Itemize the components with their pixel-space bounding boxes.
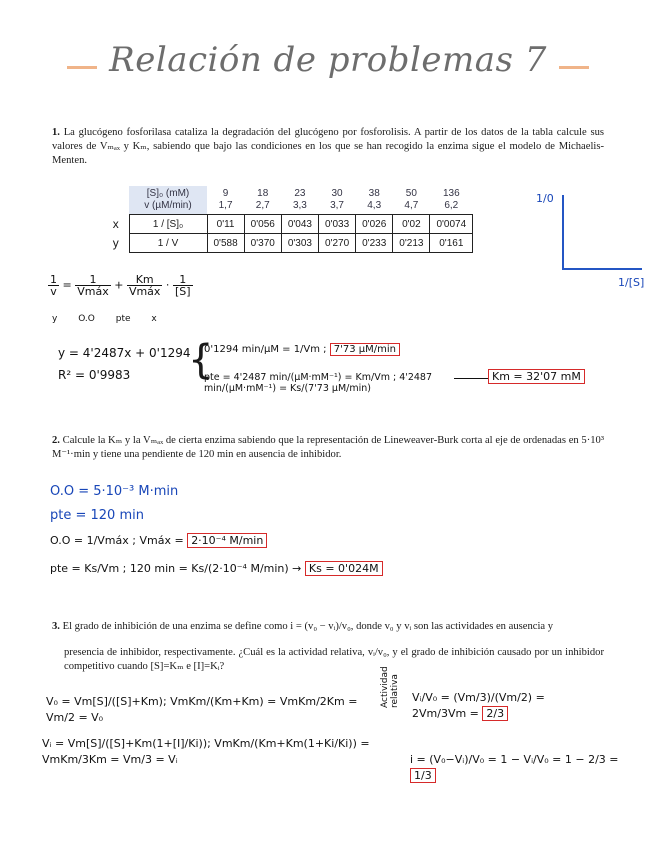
table-cell: 9 1,7 [207,186,244,215]
problem-3-number: 3. [52,621,60,632]
graph-x-label: 1/[S] [618,276,645,289]
table-cell: 38 4,3 [356,186,393,215]
problem-3-statement [52,620,604,634]
graph-y-axis [562,195,564,270]
table-header-row [103,186,473,215]
regression-equation: y = 4'2487x + 0'1294 [58,346,191,360]
table-cell: 0'270 [318,234,355,253]
problem-1-number: 1. [52,127,60,138]
p2-vmax-box: 2·10⁻⁴ M/min [187,533,267,548]
table-cell: 0'026 [356,215,393,234]
title-text: Relación de problemas 7 [109,40,547,80]
row-marker: x [112,217,119,231]
problem-2-number: 2. [52,435,60,446]
relative-activity-box: 2/3 [482,706,508,721]
problem-1-text: La glucógeno fosforilasa cataliza la degradación del glucógeno por fosforolisis. A partir de los datos de la tabla calcule sus valores de Vₘₐₓ y Kₘ, sabiendo que bajo las condiciones en los que se han recogido la enzima sigue el modelo de Michaelis-Menten. [52,127,604,166]
table-header-label: [S]₀ (mM) v (µM/min) [129,186,207,215]
table-cell: 23 3,3 [281,186,318,215]
pte-line: pte = 4'2487 min/(µM·mM⁻¹) = Km/Vm ; 4'2487 min/(µM·mM⁻¹) = Ks/(7'73 µM/min) [204,372,433,394]
p2-pte: pte = 120 min [50,508,144,523]
table-cell: 30 3,7 [318,186,355,215]
table-cell: 18 2,7 [244,186,281,215]
p2-pte-eq: pte = Ks/Vm ; 120 min = Ks/(2·10⁻⁴ M/min) → Ks = 0'024M [50,562,383,575]
lb-equation: $\frac{1}{v}$ = $\frac{1}{\text{Vmáx}}$ + $\frac{Km}{\text{Vmáx}}$ · $\frac{1}{[S]}$ [50,273,191,298]
table-cell: 0'370 [244,234,281,253]
oo-line: 0'1294 min/µM = 1/Vm ; 7'73 µM/min [204,344,400,355]
table-cell: 50 4,7 [393,186,430,215]
lb-underbraces: y O.O pte x [52,314,157,324]
data-table-wrap [103,186,473,253]
table-row-y [103,234,473,253]
table-cell: 0'11 [207,215,244,234]
table-cell: 0'033 [318,215,355,234]
p2-oo: O.O = 5·10⁻³ M·min [50,484,179,499]
row-label: 1 / [S]₀ [129,215,207,234]
relative-activity-label: Actividad relativa [380,666,400,708]
arrow-line [454,378,488,379]
graph-x-axis [562,268,642,270]
problem-3-text-b: presencia de inhibidor, respectivamente. ¿Cuál es la actividad relativa, vᵢ/v₀, y el grado de inhibición causado por un inhibidor competitivo cuando [S]=Kₘ e [I]=Kᵢ? [64,647,604,672]
data-table [103,186,473,253]
km-result [488,370,585,383]
row-marker: y [112,236,119,250]
table-row-x [103,215,473,234]
table-cell: 0'056 [244,215,281,234]
graph-y-label: 1/0 [536,192,554,205]
table-cell: 0'303 [281,234,318,253]
title-decoration-left [67,66,97,69]
title-decoration-right [559,66,589,69]
problem-2-text: Calcule la Kₘ y la Vₘₐₓ de cierta enzima sabiendo que la representación de Lineweaver-Burk corta al eje de ordenadas en 5·10³ M⁻¹·min y tiene una pendiente de 120 min en ausencia de inhibidor. [52,435,604,460]
problem-1-statement [52,126,604,168]
table-cell: 0'161 [430,234,473,253]
problem-2-statement [52,434,604,462]
table-cell: 0'588 [207,234,244,253]
table-cell: 0'213 [393,234,430,253]
vi-equation: Vᵢ = Vm[S]/([S]+Km(1+[I]/Ki)); VmKm/(Km+Km(1+Ki/Ki)) = VmKm/3Km = Vm/3 = Vᵢ [42,737,370,766]
table-cell: 136 6,2 [430,186,473,215]
table-cell: 0'02 [393,215,430,234]
table-cell: 0'233 [356,234,393,253]
table-cell: 0'043 [281,215,318,234]
row-label: 1 / V [129,234,207,253]
p2-ks-box: Ks = 0'024M [305,561,383,576]
v0-equation: V₀ = Vm[S]/([S]+Km); VmKm/(Km+Km) = VmKm/2Km = Vm/2 = V₀ [46,695,358,724]
km-result-box: Km = 32'07 mM [488,369,585,384]
page-title [0,40,656,80]
r-squared: R² = 0'9983 [58,368,131,382]
brace: { [188,337,214,383]
vmax-result-box: 7'73 µM/min [330,343,400,356]
inhibition-box: 1/3 [410,768,436,783]
relative-activity-eq: Vᵢ/V₀ = (Vm/3)/(Vm/2) = 2Vm/3Vm = 2/3 [412,691,545,720]
p2-oo-eq: O.O = 1/Vmáx ; Vmáx = 2·10⁻⁴ M/min [50,534,267,547]
table-cell: 0'0074 [430,215,473,234]
inhibition-eq: i = (V₀−Vᵢ)/V₀ = 1 − Vᵢ/V₀ = 1 − 2/3 = 1/3 [410,753,619,782]
problem-3-text-a: El grado de inhibición de una enzima se define como i = (v₀ − vᵢ)/v₀, donde v₀ y vᵢ son las actividades en ausencia y [62,621,554,632]
